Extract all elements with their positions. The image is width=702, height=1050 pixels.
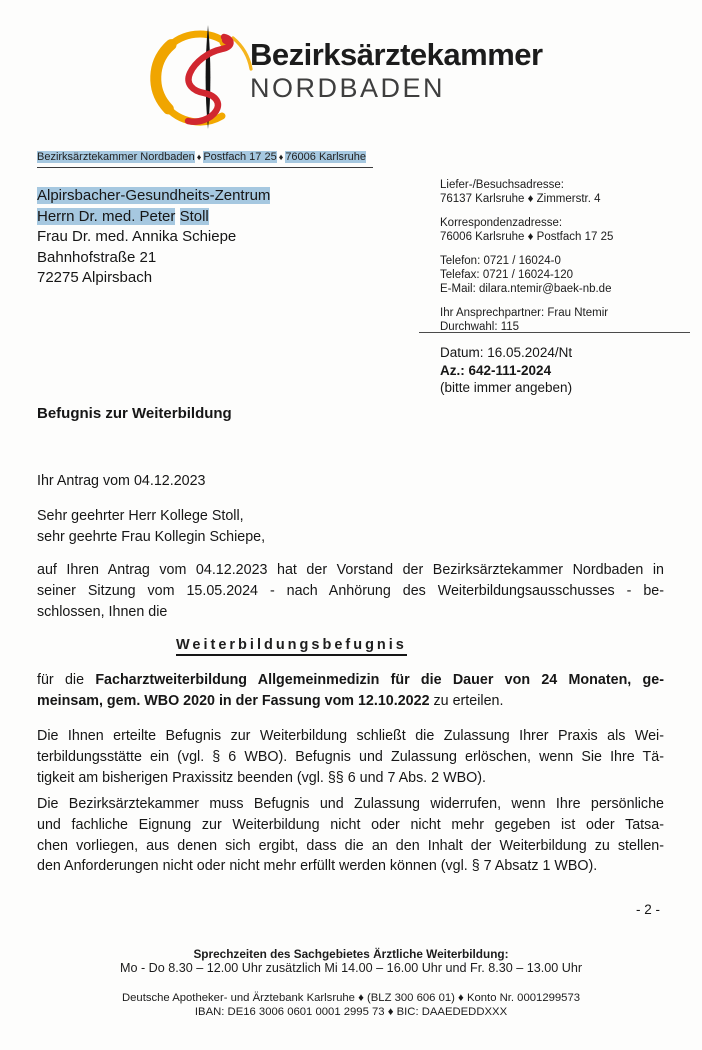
recipient-street: Bahnhofstraße 21 (37, 248, 157, 266)
diamond-separator-icon: ♦ (278, 152, 284, 162)
paragraph-line: den Anforderungen nicht oder nicht mehr erfüllt werden können (vgl. § 7 Absatz 1 WBO). (37, 858, 598, 875)
email-line: E-Mail: dilara.ntemir@baek-nb.de (440, 282, 612, 295)
org-region: NORDBADEN (250, 73, 446, 103)
salutation-line-1: Sehr geehrter Herr Kollege Stoll, (37, 508, 244, 524)
contact-info-column (440, 179, 690, 345)
para2-bold-1: Facharztweiterbildung Allgemeinmedizin für die Dauer von 24 Monaten, ge- (95, 672, 664, 688)
salutation (37, 506, 664, 548)
postal-address-value: 76006 Karlsruhe ♦ Postfach 17 25 (440, 230, 614, 243)
paragraph-line: Die Ihnen erteilte Befugnis zur Weiterbildung schließt die Zulassung Ihrer Praxis als Wei- (37, 728, 664, 744)
paragraph-line: auf Ihren Antrag vom 04.12.2023 hat der Vorstand der Bezirksärztekammer Nordbaden in (37, 562, 664, 578)
sender-return-address-line (37, 150, 373, 168)
authorization-heading: Weiterbildungsbefugnis (176, 637, 407, 656)
application-reference-line: Ihr Antrag vom 04.12.2023 (37, 473, 206, 489)
recipient-person-1: Herrn Dr. med. Peter Stoll (37, 207, 209, 225)
aesculapius-staff-icon (148, 14, 260, 136)
delivery-address (440, 179, 690, 206)
page-number: - 2 - (635, 902, 660, 917)
footer-hours: Mo - Do 8.30 – 12.00 Uhr zusätzlich Mi 14.00 – 16.00 Uhr und Fr. 8.30 – 13.00 Uhr (119, 961, 583, 975)
fax-line: Telefax: 0721 / 16024-120 (440, 268, 573, 281)
recipient-org: Alpirsbacher-Gesundheits-Zentrum (37, 187, 271, 204)
para2-bold-2: meinsam, gem. WBO 2020 in der Fassung vom 12.10.2022 (37, 692, 430, 709)
reference-number: Az.: 642-111-2024 (440, 362, 552, 378)
logo-text (250, 38, 543, 104)
phone-fax-email (440, 255, 690, 296)
phone-line: Telefon: 0721 / 16024-0 (440, 255, 561, 268)
paragraph-practice-admission (37, 726, 664, 788)
paragraph-line: chen vorliegen, aus denen sich ergibt, dass die an den Inhalt der Weiterbildung zu stellen- (37, 837, 664, 854)
paragraph-line: seiner Sitzung vom 15.05.2024 - nach Anhörung des Weiterbildungsausschusses - be- (37, 582, 664, 599)
paragraph-line: terbildungsstätte ein (vgl. § 6 WBO). Befugnis und Zulassung erlöschen, wenn Sie Ihre Tä- (37, 748, 664, 765)
paragraph-decision (37, 560, 664, 622)
diamond-separator-icon: ♦ (196, 152, 202, 162)
sender-pobox: Postfach 17 25 (203, 151, 277, 163)
delivery-address-label: Liefer-/Besuchsadresse: (440, 179, 565, 191)
para2-normal-2: zu erteilen. (429, 692, 504, 709)
footer-hours-title: Sprechzeiten des Sachgebietes Ärztliche Weiterbildung: (193, 947, 509, 961)
delivery-address-value: 76137 Karlsruhe ♦ Zimmerstr. 4 (440, 192, 601, 205)
date-reference-block (440, 344, 572, 397)
recipient-city: 72275 Alpirsbach (37, 269, 153, 286)
recipient-address-block (37, 186, 270, 289)
paragraph-line: tigkeit am bisherigen Praxissitz beenden (vgl. §§ 6 und 7 Abs. 2 WBO). (37, 769, 486, 786)
recipient-person-2: Frau Dr. med. Annika Schiepe (37, 228, 237, 245)
sender-city: 76006 Karlsruhe (285, 151, 367, 163)
reference-note: (bitte immer angeben) (440, 380, 573, 395)
footer-bank-iban: IBAN: DE16 3006 0601 0001 2995 73 ♦ BIC: DAAEDEDDXXX (194, 1006, 508, 1018)
sender-org: Bezirksärztekammer Nordbaden (37, 151, 195, 163)
paragraph-line: und fachliche Eignung zur Weiterbildung nicht oder nicht mehr gegeben ist oder Tatsa- (37, 816, 664, 833)
postal-address-label: Korrespondenzadresse: (440, 217, 563, 230)
contact-divider-rule (419, 332, 690, 333)
paragraph-authorization-scope (37, 670, 664, 712)
salutation-line-2: sehr geehrte Frau Kollegin Schiepe, (37, 528, 266, 545)
org-name: Bezirksärztekammer (250, 37, 543, 72)
postal-address (440, 217, 690, 244)
paragraph-line (37, 670, 664, 691)
para2-normal-1: für die (37, 672, 96, 688)
footer-bank-account: Deutsche Apotheker- und Ärztebank Karlsruhe ♦ (BLZ 300 606 01) ♦ Konto Nr. 0001299573 (121, 992, 581, 1004)
paragraph-line: schlossen, Ihnen die (37, 603, 168, 620)
extension-line: Durchwahl: 115 (440, 320, 520, 333)
date-line: Datum: 16.05.2024/Nt (440, 345, 573, 360)
contact-person (440, 307, 690, 334)
subject-line: Befugnis zur Weiterbildung (37, 405, 232, 422)
letterhead-logo (148, 14, 568, 136)
paragraph-line (37, 691, 664, 712)
paragraph-revocation (37, 794, 664, 877)
contact-person-line: Ihr Ansprechpartner: Frau Ntemir (440, 307, 609, 320)
paragraph-line: Die Bezirksärztekammer muss Befugnis und Zulassung widerrufen, wenn Ihre persönliche (37, 796, 664, 812)
